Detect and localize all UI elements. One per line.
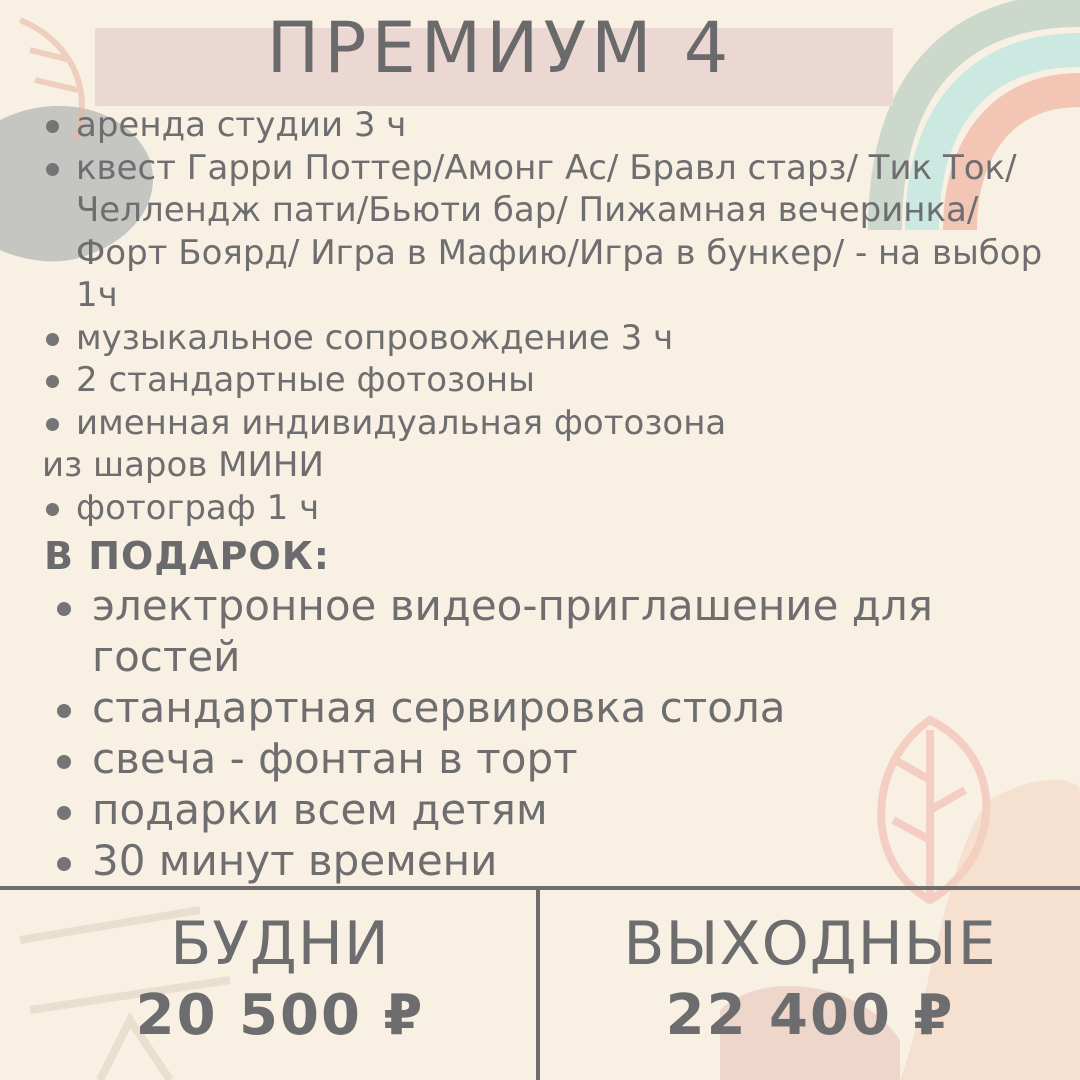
gift-item — [55, 835, 1065, 886]
gift-item-text: подарки всем детям — [92, 785, 548, 834]
weekday-price: 20 500 ₽ — [135, 983, 425, 1048]
list-item-text: фотограф 1 ч — [76, 487, 320, 528]
gift-item-text: 30 минут времени — [92, 836, 498, 885]
bullet-icon — [46, 120, 59, 133]
bullet-icon — [46, 333, 59, 346]
bullet-icon — [46, 375, 59, 388]
list-item-continuation — [40, 444, 1050, 487]
package-title: ПРЕМИУМ 4 — [266, 7, 734, 89]
list-item-text: именная индивидуальная фотозона — [76, 402, 727, 443]
gift-heading: В ПОДАРОК: — [44, 534, 330, 578]
weekend-label: ВЫХОДНЫЕ — [623, 909, 997, 979]
gift-item — [55, 784, 1065, 835]
list-item — [40, 104, 1050, 147]
included-services-list — [40, 104, 1050, 529]
list-item — [40, 359, 1050, 402]
gift-item-text: свеча - фонтан в торт — [92, 734, 578, 783]
bullet-icon — [46, 418, 59, 431]
list-item — [40, 147, 1050, 317]
gift-list — [55, 580, 1065, 886]
bullet-icon — [46, 163, 59, 176]
gift-item-text: стандартная сервировка стола — [92, 683, 786, 732]
list-item — [40, 487, 1050, 530]
list-item-text: музыкальное сопровождение 3 ч — [76, 317, 674, 358]
bullet-icon — [57, 755, 71, 769]
bullet-icon — [57, 857, 71, 871]
bullet-icon — [46, 503, 59, 516]
list-item-text: 2 стандартные фотозоны — [76, 360, 535, 400]
gift-item — [55, 682, 1065, 733]
list-item-text: из шаров МИНИ — [42, 445, 324, 485]
list-item-text: аренда студии 3 ч — [76, 105, 407, 145]
bullet-icon — [57, 806, 71, 820]
weekend-price: 22 400 ₽ — [665, 983, 955, 1048]
bullet-icon — [57, 602, 71, 616]
gift-item — [55, 580, 1065, 682]
list-item — [40, 402, 1050, 445]
gift-item — [55, 733, 1065, 784]
gift-item-text: электронное видео-приглашение для гостей — [92, 581, 933, 681]
bullet-icon — [57, 704, 71, 718]
list-item-text: квест Гарри Поттер/Амонг Ас/ Бравл старз/ Тик Ток/Челлендж пати/Бьюти бар/ Пижамная вечеринка/Форт Боярд/ Игра в Мафию/Игра в бункер/ - на выбор 1ч — [76, 147, 1043, 315]
divider-horizontal — [0, 886, 1080, 890]
weekday-label: БУДНИ — [170, 909, 390, 979]
list-item — [40, 317, 1050, 360]
